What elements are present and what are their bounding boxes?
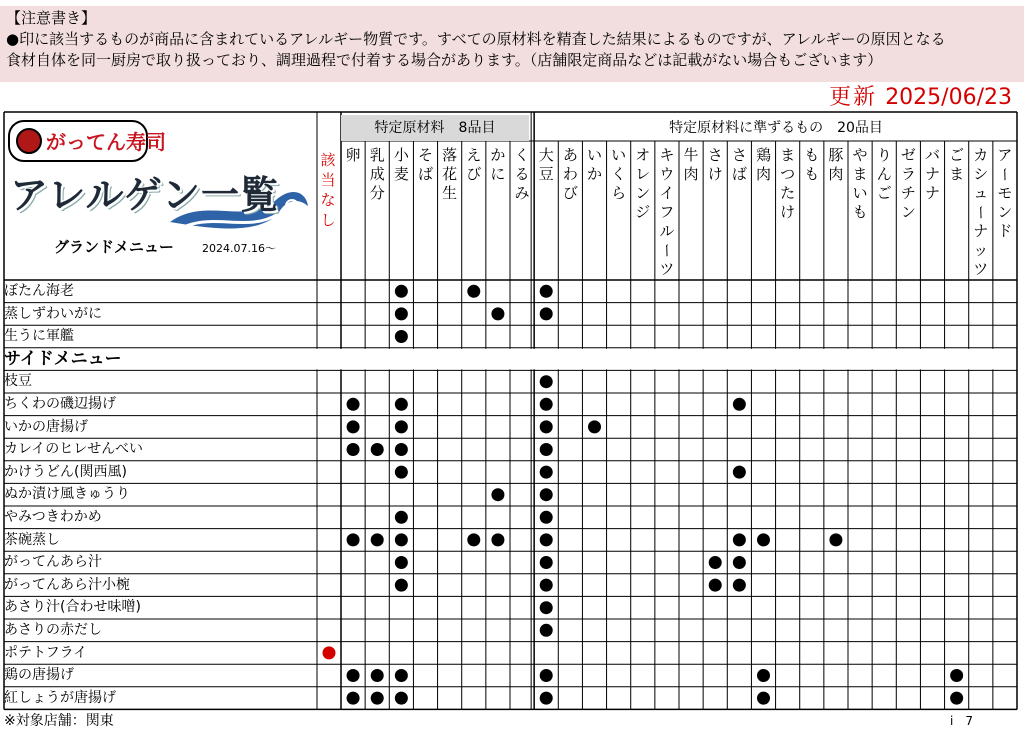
brand-badge: [8, 120, 166, 162]
allergen-mark-dot: [950, 692, 963, 705]
menu-item-name: 茶碗蒸し: [4, 531, 60, 548]
allergen-column-header: い か: [586, 146, 602, 183]
brand-name: がってん寿司: [46, 130, 166, 154]
allergen-mark-dot: [395, 285, 408, 298]
logo: [6, 116, 312, 270]
group-header-specific: 特定原材料 8品目: [341, 115, 529, 141]
allergen-mark-dot: [733, 533, 746, 546]
allergen-column-header: オ レ ン ジ: [635, 146, 651, 221]
none-mark-dot: [323, 646, 336, 659]
menu-item-name: あさり汁(合わせ味噌): [4, 599, 141, 616]
allergen-mark-dot: [588, 420, 601, 433]
menu-item-name: ぼたん海老: [4, 283, 74, 299]
allergen-mark-dot: [347, 533, 360, 546]
menu-item-name: 紅しょうが唐揚げ: [4, 689, 116, 706]
allergen-mark-dot: [395, 420, 408, 433]
allergen-column-header: あ わ び: [562, 146, 578, 202]
menu-item-name: かけうどん(関西風): [4, 463, 127, 480]
menu-item-name: 鶏の唐揚げ: [4, 667, 74, 684]
allergen-column-header: り ん ご: [876, 146, 892, 202]
allergen-mark-dot: [395, 330, 408, 343]
allergen-mark-dot: [395, 692, 408, 705]
menu-item-name: カレイのヒレせんべい: [4, 441, 144, 458]
menu-item-name: ちくわの磯辺揚げ: [4, 396, 116, 412]
allergen-mark-dot: [540, 285, 553, 298]
menu-item-name: ポテトフライ: [4, 644, 88, 661]
allergen-column-header: か に: [490, 146, 506, 183]
section-header: サイドメニュー: [4, 348, 122, 369]
allergen-mark-dot: [371, 669, 384, 682]
group-header-equivalent: 特定原材料に準ずるもの 20品目: [669, 120, 883, 136]
allergen-mark-dot: [733, 579, 746, 592]
logo-title: アレルゲン一覧: [10, 173, 280, 217]
allergen-column-header: さ ば: [731, 146, 747, 183]
allergen-mark-dot: [395, 669, 408, 682]
allergen-column-header: ま つ た け: [780, 146, 796, 221]
allergen-column-header: 牛 肉: [683, 146, 699, 183]
allergen-mark-dot: [395, 398, 408, 411]
allergen-column-header: さ け: [707, 146, 723, 183]
allergen-mark-dot: [395, 307, 408, 320]
allergen-mark-dot: [371, 692, 384, 705]
allergen-mark-dot: [709, 556, 722, 569]
allergen-mark-dot: [540, 511, 553, 524]
allergen-mark-dot: [491, 307, 504, 320]
section-row-bg: [5, 349, 1016, 370]
menu-item-name: ぬか漬け風きゅうり: [4, 486, 130, 503]
allergen-mark-dot: [347, 692, 360, 705]
notice-line-2: 食材自体を同一厨房で取り扱っており、調理過程で付着する場合があります。（店舗限定商品などは記載がない場合もございます）: [6, 51, 883, 69]
allergen-mark-dot: [757, 692, 770, 705]
allergen-column-header: 鶏 肉: [755, 146, 771, 183]
allergen-column-header: カ シ ュ ー ナ ッ ツ: [972, 146, 991, 278]
allergen-mark-dot: [540, 466, 553, 479]
menu-item-name: いかの唐揚げ: [4, 418, 88, 435]
allergen-mark-dot: [491, 488, 504, 501]
allergen-mark-dot: [395, 443, 408, 456]
allergen-mark-dot: [757, 669, 770, 682]
allergen-mark-dot: [347, 420, 360, 433]
allergen-mark-dot: [540, 601, 553, 614]
allergen-column-header: 大 豆: [538, 146, 554, 183]
allergen-mark-dot: [540, 669, 553, 682]
logo-subtitle: グランドメニュー: [54, 238, 174, 256]
allergen-column-header: ア ー モ ン ド: [996, 146, 1015, 240]
updated-value: 2025/06/23: [885, 85, 1012, 110]
allergen-column-header: ご ま: [949, 146, 965, 183]
notice-title: 【注意書き】: [6, 9, 97, 27]
menu-item-name: 蒸しずわいがに: [4, 305, 102, 322]
allergen-mark-dot: [371, 533, 384, 546]
notice-line-1: ●印に該当するものが商品に含まれているアレルギー物質です。すべての原材料を精査した結果によるものですが、アレルギーの原因となる: [6, 30, 946, 48]
allergen-mark-dot: [395, 511, 408, 524]
allergen-column-header: く る み: [514, 146, 530, 202]
allergen-column-header: ゼ ラ チ ン: [900, 146, 916, 221]
allergen-mark-dot: [467, 533, 480, 546]
allergen-mark-dot: [709, 579, 722, 592]
menu-item-name: あさりの赤だし: [4, 622, 102, 638]
allergen-mark-dot: [950, 669, 963, 682]
allergen-column-header: い く ら: [611, 146, 627, 202]
allergen-mark-dot: [395, 533, 408, 546]
page-number: i 7: [950, 714, 973, 728]
allergen-mark-dot: [540, 624, 553, 637]
allergen-column-header: や ま い も: [852, 146, 868, 221]
allergen-mark-dot: [540, 375, 553, 388]
allergen-mark-dot: [829, 533, 842, 546]
allergen-mark-dot: [395, 579, 408, 592]
allergen-column-header: そ ば: [417, 146, 433, 183]
allergen-column-header: 卵: [345, 146, 361, 164]
menu-item-name: 枝豆: [4, 373, 32, 390]
allergen-column-header: 小 麦: [393, 146, 409, 183]
allergen-column-header: 乳 成 分: [369, 146, 385, 202]
none-column-header: 該当なし: [320, 151, 336, 229]
menu-item-name: がってんあら汁小椀: [4, 576, 130, 593]
allergen-column-header: も も: [804, 146, 820, 183]
allergen-mark-dot: [347, 398, 360, 411]
allergen-mark-dot: [347, 443, 360, 456]
allergen-mark-dot: [540, 533, 553, 546]
allergen-mark-dot: [733, 398, 746, 411]
allergen-mark-dot: [733, 556, 746, 569]
allergen-mark-dot: [540, 307, 553, 320]
menu-item-name: がってんあら汁: [4, 554, 102, 571]
allergen-mark-dot: [540, 692, 553, 705]
allergen-mark-dot: [540, 579, 553, 592]
allergen-column-header: 豚 肉: [828, 146, 844, 183]
allergen-mark-dot: [540, 420, 553, 433]
allergen-mark-dot: [395, 466, 408, 479]
allergen-mark-dot: [540, 556, 553, 569]
allergen-mark-dot: [540, 398, 553, 411]
footer-note: ※対象店舗：関東: [4, 713, 114, 729]
updated-label: 更新: [829, 85, 878, 110]
menu-item-name: 生うに軍艦: [4, 328, 74, 345]
brand-mark-icon: [16, 128, 42, 154]
allergen-column-header: バ ナ ナ: [924, 146, 940, 202]
allergen-mark-dot: [540, 488, 553, 501]
allergen-column-header: 落 花 生: [442, 146, 458, 202]
allergen-mark-dot: [467, 285, 480, 298]
logo-date: 2024.07.16～: [202, 242, 276, 255]
allergen-column-header: キ ウ イ フ ル ー ツ: [658, 146, 677, 278]
allergen-column-header: え び: [466, 146, 482, 183]
allergen-mark-dot: [371, 443, 384, 456]
allergen-mark-dot: [395, 556, 408, 569]
allergen-mark-dot: [757, 533, 770, 546]
allergen-mark-dot: [491, 533, 504, 546]
allergen-mark-dot: [540, 443, 553, 456]
allergen-mark-dot: [347, 669, 360, 682]
menu-item-name: やみつきわかめ: [4, 509, 102, 525]
allergen-mark-dot: [733, 466, 746, 479]
